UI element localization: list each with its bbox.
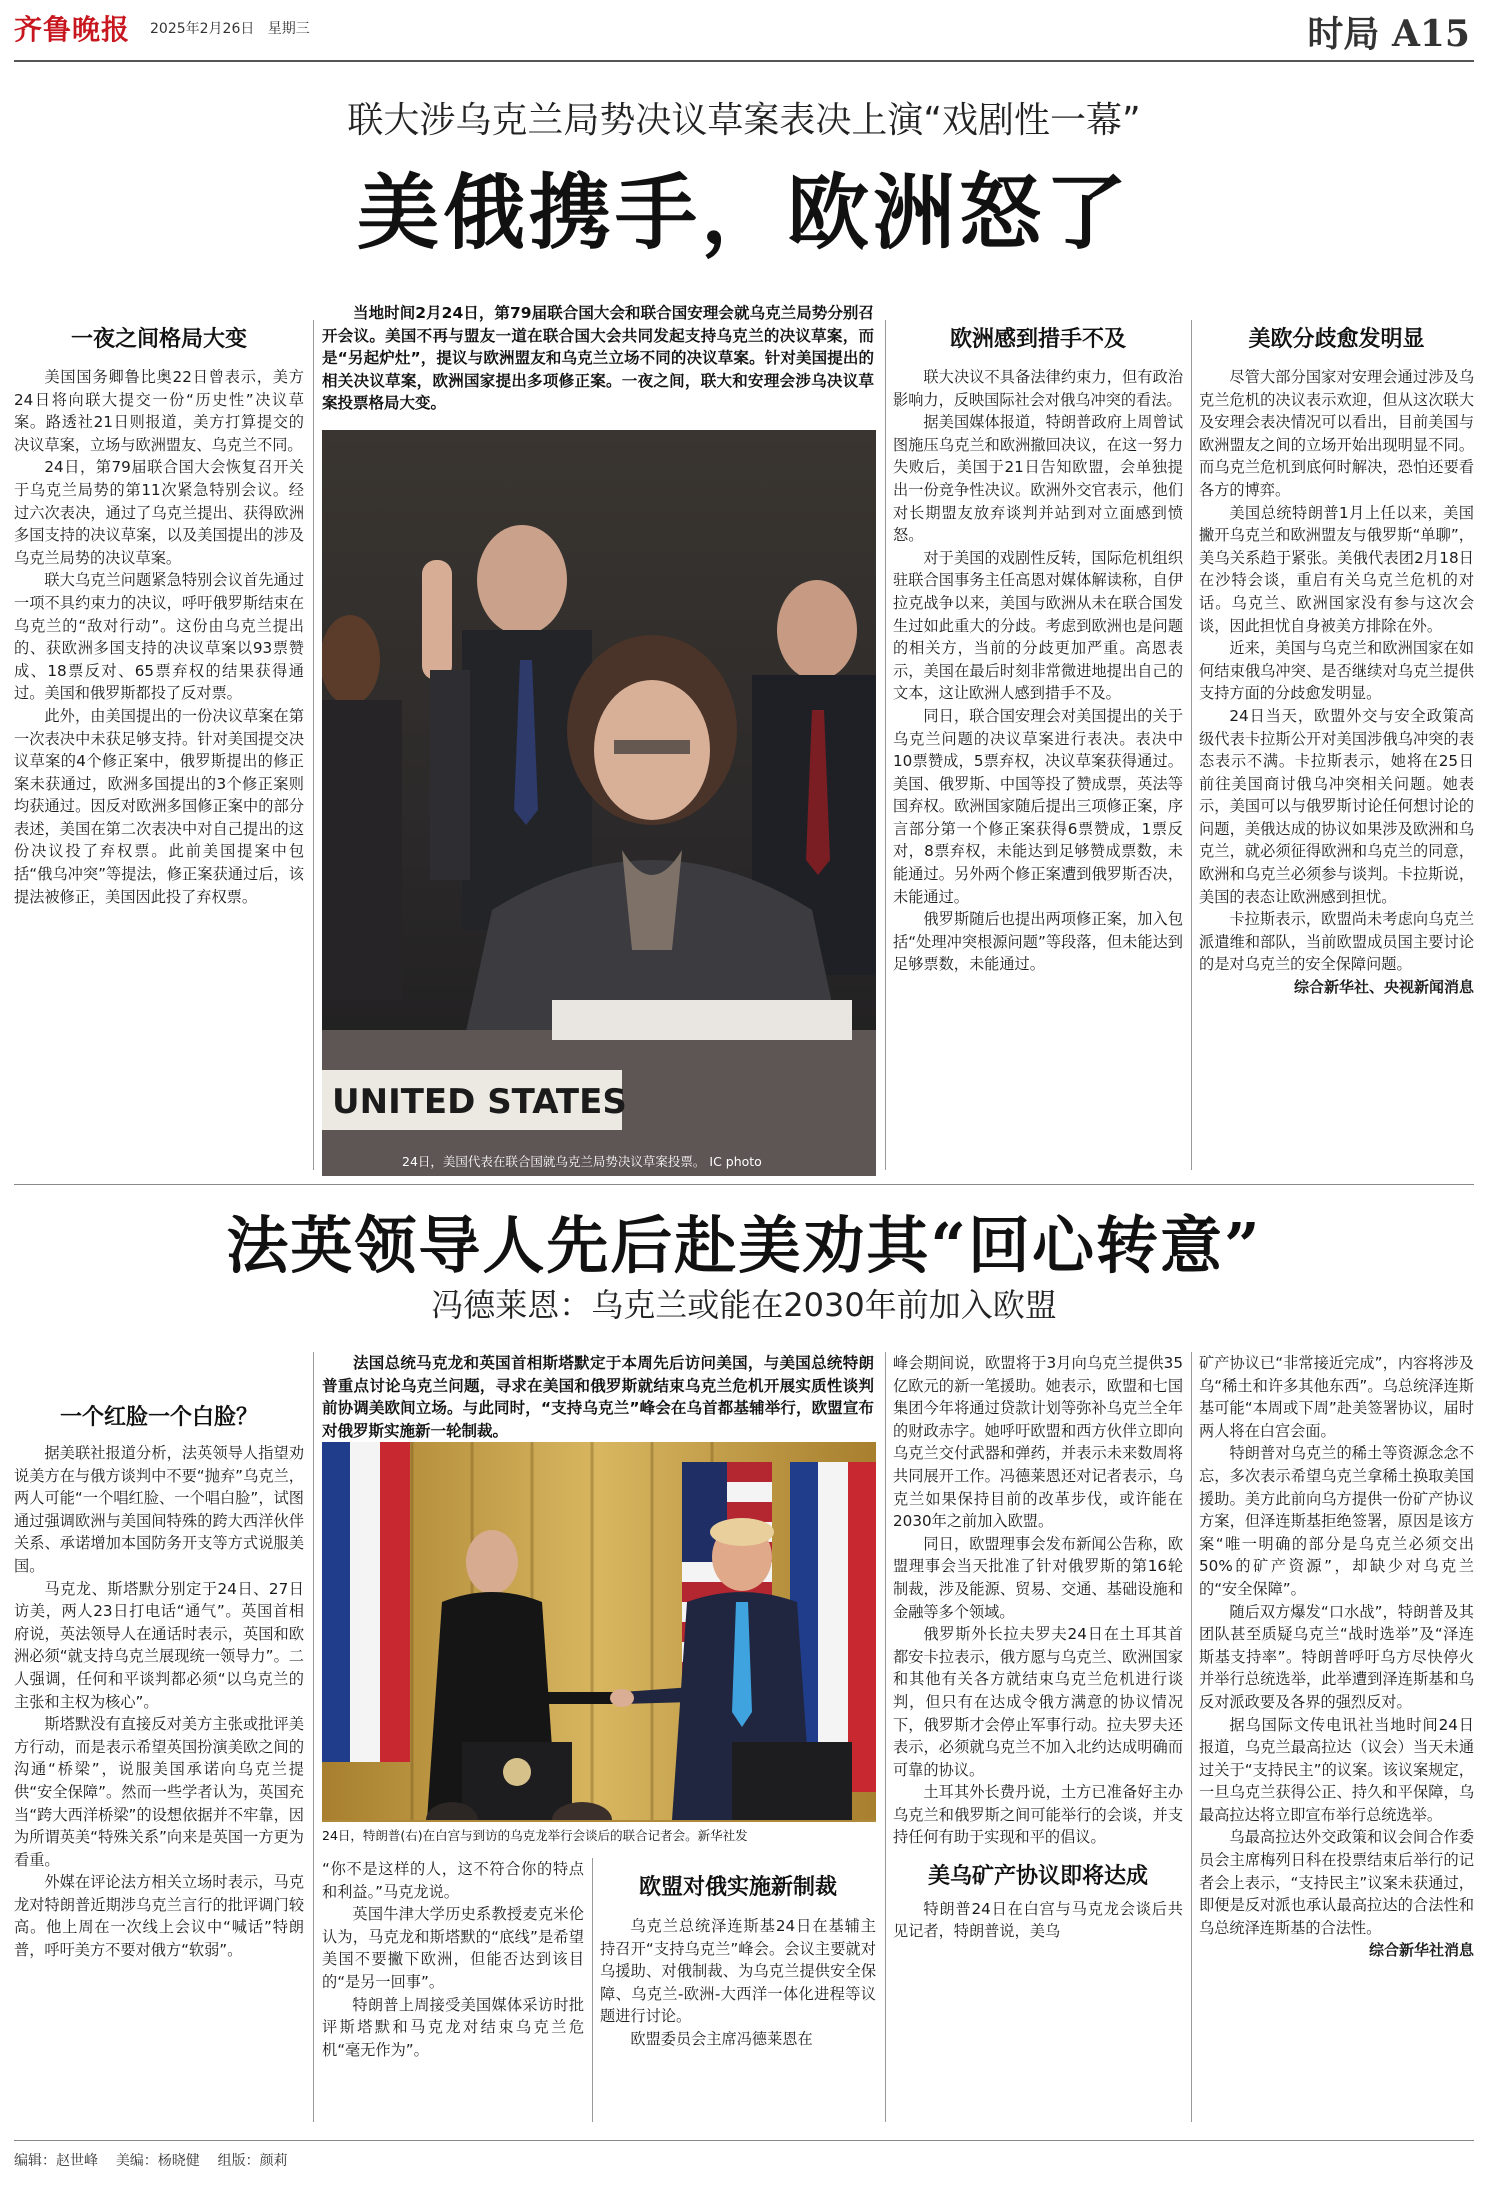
paragraph: 24日当天，欧盟外交与安全政策高级代表卡拉斯公开对美国涉俄乌冲突的表态表示不满。卡拉斯表示，她将在25日前往美国商讨俄乌冲突相关问题。她表示，美国可以与俄罗斯讨论任何想讨论的问题，美俄达成的协议如果涉及欧洲和乌克兰，就必须征得欧洲和乌克兰的同意，欧洲和乌克兰必须参与谈判。卡拉斯说，美国的表态让欧洲感到担忧。: [1199, 706, 1474, 906]
paragraph: 据美国媒体报道，特朗普政府上周曾试图施压乌克兰和欧洲撤回决议，在这一努力失败后，美国于21日告知欧盟，会单独提出一份竞争性决议。欧洲外交官表示，他们对长期盟友放弃谈判并站到对立面感到愤怒。: [893, 413, 1183, 545]
column-divider: [885, 1352, 886, 2122]
paragraph: 此外，由美国提出的一份决议草案在第一次表决中未获足够支持。针对美国提交决议草案的4个修正案中，俄罗斯提出的修正案未获通过，欧洲多国提出的3个修正案则均获通过。因反对欧洲多国修正案中的部分表述，美国在第二次表决中对自己提出的这份决议投了弃权票。此前美国提案中包括“俄乌冲突”等提法，修正案获通过后，该提法被修正，美国因此投了弃权票。: [14, 706, 304, 906]
column-divider: [885, 320, 886, 1170]
paragraph: 24日，第79届联合国大会恢复召开关于乌克兰局势的第11次紧急特别会议。经过六次表决，通过了乌克兰提出、获得欧洲多国支持的决议草案，以及美国提出的涉及乌克兰局势的决议草案。: [14, 458, 304, 567]
story-divider: [14, 1184, 1474, 1185]
paragraph: 斯塔默没有直接反对美方主张或批评美方行动，而是表示希望英国扮演美欧之间的沟通“桥梁”，说服美国承诺向乌克兰提供“安全保障”。然而一些学者认为，英国充当“跨大西洋桥梁”的设想依据并不牢靠，因为所谓英美“特殊关系”向来是英国一方更为看重。: [14, 1715, 304, 1869]
story1-col3-title: 欧洲感到措手不及: [949, 326, 1126, 352]
story2-col2-text: [322, 1858, 584, 2061]
paragraph: 外媒在评论法方相关立场时表示，马克龙对特朗普近期涉乌克兰言行的批评调门较高。他上周在一次线上会议中“喊话”特朗普，呼吁美方不要对俄方“软弱”。: [14, 1873, 304, 1960]
date-text: 2025年2月26日: [150, 21, 255, 37]
paragraph: 近来，美国与乌克兰和欧洲国家在如何结束俄乌冲突、是否继续对乌克兰提供支持方面的分歧愈发明显。: [1199, 639, 1474, 703]
column-divider: [1191, 320, 1192, 1170]
story1-photo: [322, 430, 876, 1176]
story1-col1-title: 一夜之间格局大变: [70, 326, 247, 352]
paragraph: 联大乌克兰问题紧急特别会议首先通过一项不具约束力的决议，呼吁俄罗斯结束在乌克兰的“敌对行动”。这份由乌克兰提出的、获欧洲多国支持的决议草案以93票赞成、18票反对、65票弃权的结果获得通过。美国和俄罗斯都投了反对票。: [14, 571, 304, 703]
story2-col1-text: [14, 1442, 304, 1962]
paragraph: 峰会期间说，欧盟将于3月向乌克兰提供35亿欧元的新一笔援助。她表示，欧盟和七国集团今年将通过贷款计划等弥补乌克兰全年的财政赤字。她呼吁欧盟和西方伙伴立即向乌克兰交付武器和弹药，并表示未来数周将共同展开工作。冯德莱恩还对记者表示，乌克兰如果保持目前的改革步伐，或许能在2030年之前加入欧盟。: [893, 1354, 1183, 1531]
column-divider: [313, 320, 314, 1170]
story1-lead: [322, 302, 874, 415]
column-divider: [1191, 1352, 1192, 2122]
paragraph: 随后双方爆发“口水战”，特朗普及其团队甚至质疑乌克兰“战时选举”及“泽连斯基支持率”。特朗普呼吁乌方尽快停火并举行总统选举，此举遭到泽连斯基和乌反对派政要及各界的强烈反对。: [1199, 1602, 1474, 1711]
paragraph: 对于美国的戏剧性反转，国际危机组织驻联合国事务主任高恩对媒体解读称，自伊拉克战争以来，美国与欧洲从未在联合国发生过如此重大的分歧。考虑到欧洲也是问题的相关方，当前的分歧更加严重。高恩表示，美国在最后时刻非常微进地提出自己的文本，这让欧洲人感到措手不及。: [893, 548, 1183, 703]
paragraph: 同日，欧盟理事会发布新闻公告称，欧盟理事会当天批准了针对俄罗斯的第16轮制裁，涉及能源、贸易、交通、基础设施和金融等多个领域。: [893, 1534, 1183, 1621]
story1-col1-text: [14, 366, 304, 908]
story1-kicker: 联大涉乌克兰局势决议草案表决上演“戏剧性一幕”: [347, 100, 1141, 141]
un-vote-photo-illustration: [322, 430, 876, 1176]
story1-photo-caption: 24日，美国代表在联合国就乌克兰局势决议草案投票。 IC photo: [402, 1154, 762, 1169]
footer-rule: [14, 2140, 1474, 2141]
paragraph: 尽管大部分国家对安理会通过涉及乌克兰危机的决议表示欢迎，但从这次联大及安理会表决情况可以看出，目前美国与欧洲盟友之间的立场开始出现明显不同。而乌克兰危机到底何时解决，恐怕还要看各方的博弈。: [1199, 368, 1474, 499]
story2-photo-caption: 24日，特朗普(右)在白宫与到访的乌克龙举行会谈后的联合记者会。新华社发: [322, 1822, 876, 1850]
paragraph: 美国总统特朗普1月上任以来，美国撇开乌克兰和欧洲盟友与俄罗斯“单聊”，美乌关系趋于紧张。美俄代表团2月18日在沙特会谈，重启有关乌克兰危机的对话。乌克兰、欧洲国家没有参与这次会谈，因此担忧自身被美方排除在外。: [1199, 503, 1474, 635]
paragraph: 特朗普24日在白宫与马克龙会谈后共见记者，特朗普说，美乌: [893, 1899, 1183, 1941]
story2-lead: [322, 1352, 874, 1442]
story2-credit: 综合新华社消息: [1368, 1941, 1474, 1960]
paragraph: 俄罗斯随后也提出两项修正案，加入包括“处理冲突根源问题”等段落，但未能达到足够票数，未能通过。: [893, 910, 1183, 974]
paragraph: 马克龙、斯塔默分别定于24日、27日访美，两人23日打电话“通气”。英国首相府说，英法领导人在通话时表示，英国和欧洲必须“就支持乌克兰展现统一领导力”。二人强调，任何和平谈判都必须“以乌克兰的主张和主权为核心”。: [14, 1579, 304, 1711]
newspaper-logo: 齐鲁晚报: [14, 13, 131, 46]
paragraph: 土耳其外长费丹说，土方已准备好主办乌克兰和俄罗斯之间可能举行的会谈，并支持任何有助于实现和平的倡议。: [893, 1783, 1183, 1847]
story2-col3-subtitle: 美乌矿产协议即将达成: [927, 1863, 1148, 1890]
story2-subhead: 冯德莱恩：乌克兰或能在2030年前加入欧盟: [431, 1286, 1057, 1324]
footer-editor: 编辑：赵世峰: [14, 2153, 98, 2169]
white-house-press-photo-illustration: [322, 1442, 876, 1820]
lead-paragraph: 法国总统马克龙和英国首相斯塔默定于本周先后访问美国，与美国总统特朗普重点讨论乌克兰问题，寻求在美国和俄罗斯就结束乌克兰危机开展实质性谈判前协调美欧间立场。与此同时，“支持乌克兰”峰会在乌首都基辅举行，欧盟宣布对俄罗斯实施新一轮制裁。: [322, 1354, 874, 1440]
story1-credit: 综合新华社、央视新闻消息: [1293, 978, 1474, 997]
story2-col4-text: [1199, 1352, 1474, 1962]
column-divider: [592, 1858, 593, 2122]
story2-col3-text: [893, 1352, 1183, 1943]
story1-col3-text: [893, 366, 1183, 976]
paragraph: 据乌国际文传电讯社当地时间24日报道，乌克兰最高拉达（议会）当天未通过关于“支持民主”的议案。该议案规定，一旦乌克兰获得公正、持久和平保障，乌最高拉达将立即宣布举行总统选举。: [1199, 1715, 1474, 1824]
column-divider: [313, 1352, 314, 2122]
masthead-rule: [14, 60, 1474, 62]
footer-proof: 组版：颜莉: [217, 2153, 288, 2169]
footer-credits: [14, 2150, 288, 2170]
paragraph: 据美联社报道分析，法英领导人指望劝说美方在与俄方谈判中不要“抛弃”乌克兰，两人可能“一个唱红脸、一个唱白脸”，试图通过强调欧洲与美国间特殊的跨大西洋伙伴关系、承诺增加本国防务开支等方式说服美国。: [14, 1444, 304, 1575]
story1-col4-text: [1199, 366, 1474, 999]
paragraph: 特朗普对乌克兰的稀土等资源念念不忘，多次表示希望乌克兰拿稀土换取美国援助。美方此前向乌方提供一份矿产协议方案，但泽连斯基拒绝签署，原因是该方案“唯一明确的部分是乌克兰必须交出50%的矿产资源”，却缺少对乌克兰的“安全保障”。: [1199, 1444, 1474, 1598]
story2-col3a-title: 欧盟对俄实施新制裁: [638, 1874, 837, 1900]
paragraph: 特朗普上周接受美国媒体采访时批评斯塔默和马克龙对结束乌克兰危机“毫无作为”。: [322, 1995, 584, 2059]
section-page-label: 时局 A15: [1307, 13, 1470, 55]
paragraph: 联大决议不具备法律约束力，但有政治影响力，反映国际社会对俄乌冲突的看法。: [893, 368, 1183, 409]
story1-headline: 美俄携手，欧洲怒了: [356, 165, 1131, 261]
paragraph: 俄罗斯外长拉夫罗夫24日在土耳其首都安卡拉表示，俄方愿与乌克兰、欧洲国家和其他有关各方就结束乌克兰危机进行谈判，但只有在达成令俄方满意的协议情况下，俄罗斯才会停止军事行动。拉夫罗夫还表示，必须就乌克兰不加入北约达成明确而可靠的协议。: [893, 1625, 1183, 1779]
story1-col4-title: 美欧分歧愈发明显: [1248, 326, 1425, 352]
paragraph: 英国牛津大学历史系教授麦克米伦认为，马克龙和斯塔默的“底线”是希望美国不要撇下欧洲，但能否达到该目的“是另一回事”。: [322, 1905, 584, 1991]
story2-col3a-text: [600, 1915, 876, 2051]
story2-photo: [322, 1442, 876, 1850]
paragraph: 乌克兰总统泽连斯基24日在基辅主持召开“支持乌克兰”峰会。会议主要就对乌援助、对俄制裁、为乌克兰提供安全保障、乌克兰-欧洲-大西洋一体化进程等议题进行讨论。: [600, 1917, 876, 2026]
paragraph: 欧盟委员会主席冯德莱恩在: [630, 2029, 813, 2048]
lead-paragraph: 当地时间2月24日，第79届联合国大会和联合国安理会就乌克兰局势分别召开会议。美国不再与盟友一道在联合国大会共同发起支持乌克兰的决议草案，而是“另起炉灶”，提议与欧洲盟友和乌克兰立场不同的决议草案。针对美国提出的相关决议草案，欧洲国家提出多项修正案。一夜之间，联大和安理会涉乌决议草案投票格局大变。: [322, 304, 874, 412]
paragraph: 乌最高拉达外交政策和议会间合作委员会主席梅列日科在投票结束后举行的记者会上表示，“支持民主”议案未获通过，即便是反对派也承认最高拉达的合法性和乌总统泽连斯基的合法性。: [1199, 1828, 1474, 1937]
paragraph: 同日，联合国安理会对美国提出的关于乌克兰问题的决议草案进行表决。表决中10票赞成，5票弃权，决议草案获得通过。美国、俄罗斯、中国等投了赞成票，英法等国弃权。欧洲国家随后提出三项修正案，序言部分第一个修正案获得6票赞成，1票反对，8票弃权，未能达到足够赞成票数，未能通过。另外两个修正案遭到俄罗斯否决，未能通过。: [893, 706, 1183, 906]
paragraph: 矿产协议已“非常接近完成”，内容将涉及乌“稀土和许多其他东西”。乌总统泽连斯基可能“本周或下周”赴美签署协议，届时两人将在白宫会面。: [1199, 1354, 1474, 1440]
footer-designer: 美编：杨晓健: [115, 2153, 200, 2169]
issue-date: [150, 18, 310, 38]
story2-col1-title: 一个红脸一个白脸？: [59, 1404, 258, 1430]
weekday-text: 星期三: [267, 21, 310, 37]
paragraph: 卡拉斯表示，欧盟尚未考虑向乌克兰派遣维和部队，当前欧盟成员国主要讨论的是对乌克兰的安全保障问题。: [1199, 910, 1474, 974]
story2-headline: 法英领导人先后赴美劝其“回心转意”: [226, 1209, 1262, 1282]
paragraph: “你不是这样的人，这不符合你的特点和利益。”马克龙说。: [322, 1860, 584, 1901]
paragraph: 美国国务卿鲁比奥22日曾表示，美方24日将向联大提交一份“历史性”决议草案。路透社21日则报道，美方打算提交的决议草案，立场与欧洲盟友、乌克兰不同。: [14, 368, 304, 454]
nameplate-text: UNITED STATES: [332, 1082, 627, 1122]
